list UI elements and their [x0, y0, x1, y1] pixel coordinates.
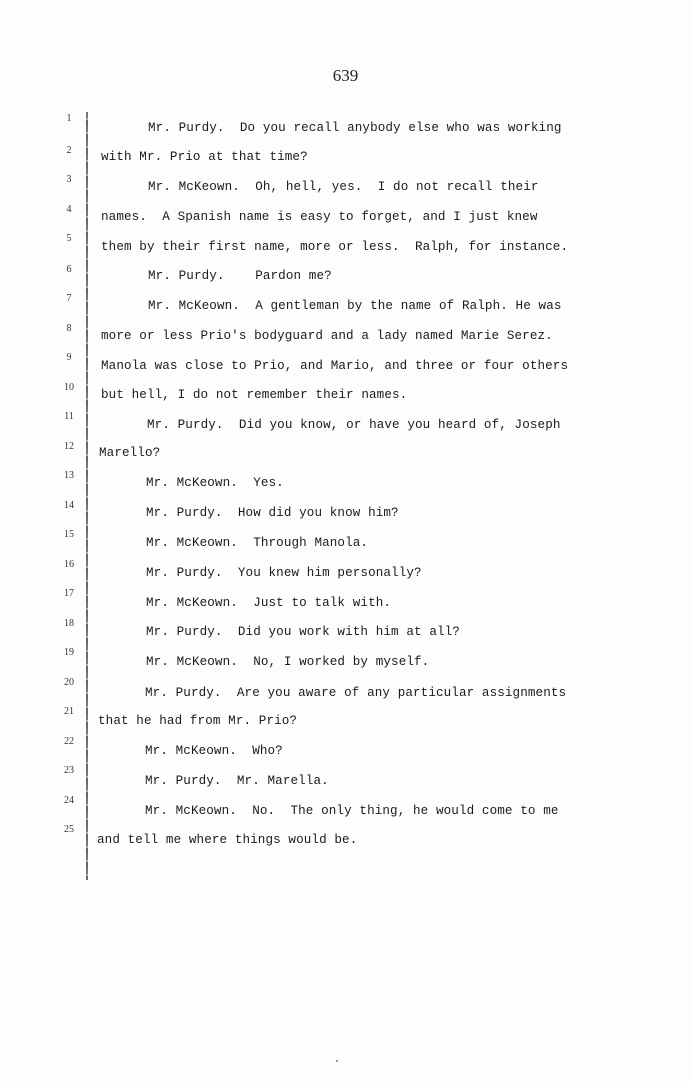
line-number: 3: [66, 174, 72, 185]
line-number: 6: [66, 264, 72, 275]
transcript-line: more or less Prio's bodyguard and a lady named Marie Serez.: [101, 329, 553, 343]
transcript-line: names. A Spanish name is easy to forget, and I just knew: [101, 210, 538, 224]
line-number: 16: [64, 559, 74, 570]
page-number: 639: [332, 66, 359, 85]
transcript-line: Mr. Purdy. Pardon me?: [148, 269, 332, 283]
line-number: 10: [64, 382, 74, 393]
line-number: 14: [64, 500, 74, 511]
transcript-line: Mr. McKeown. Yes.: [146, 476, 284, 490]
transcript-line: Mr. Purdy. You knew him personally?: [146, 566, 422, 580]
transcript-line: Mr. McKeown. No, I worked by myself.: [146, 655, 430, 669]
transcript-line: Mr. Purdy. Did you know, or have you heard of, Joseph: [147, 418, 561, 432]
transcript-line: Mr. McKeown. Just to talk with.: [146, 596, 392, 610]
line-number: 12: [64, 441, 74, 452]
line-number: 5: [66, 233, 72, 244]
line-number: 21: [64, 706, 74, 717]
line-number: 9: [66, 352, 72, 363]
transcript-line: Mr. Purdy. How did you know him?: [146, 506, 399, 520]
transcript-line: Mr. McKeown. Through Manola.: [146, 536, 369, 550]
margin-rule: [86, 112, 88, 880]
transcript-line: Manola was close to Prio, and Mario, and three or four others: [101, 359, 569, 373]
line-number: 7: [66, 293, 72, 304]
transcript-line: Mr. McKeown. Oh, hell, yes. I do not recall their: [148, 180, 539, 194]
transcript-line: with Mr. Prio at that time?: [101, 150, 308, 164]
transcript-line: them by their first name, more or less. Ralph, for instance.: [101, 240, 569, 254]
line-number: 22: [64, 736, 74, 747]
transcript-line: that he had from Mr. Prio?: [98, 714, 298, 728]
transcript-line: Mr. Purdy. Do you recall anybody else who was working: [148, 121, 562, 135]
line-number: 15: [64, 529, 74, 540]
line-number: 11: [64, 411, 74, 422]
line-number: 4: [66, 204, 72, 215]
line-number: 19: [64, 647, 74, 658]
transcript-line: Mr. Purdy. Mr. Marella.: [145, 774, 329, 788]
transcript-line: Mr. McKeown. A gentleman by the name of Ralph. He was: [148, 299, 562, 313]
line-number: 13: [64, 470, 74, 481]
line-number: 24: [64, 795, 74, 806]
line-number: 2: [66, 145, 72, 156]
line-number: 1: [66, 113, 72, 124]
transcript-line: Mr. McKeown. Who?: [145, 744, 283, 758]
transcript-line: and tell me where things would be.: [97, 833, 358, 847]
transcript-line: Marello?: [99, 446, 161, 460]
line-number: 20: [64, 677, 74, 688]
transcript-line: Mr. Purdy. Are you aware of any particular assignments: [145, 686, 567, 700]
line-number: 8: [66, 323, 72, 334]
transcript-line: Mr. McKeown. No. The only thing, he would come to me: [145, 804, 559, 818]
transcript-line: Mr. Purdy. Did you work with him at all?: [146, 625, 460, 639]
transcript-line: but hell, I do not remember their names.: [101, 388, 408, 402]
line-number: 23: [64, 765, 74, 776]
line-number: 25: [64, 824, 74, 835]
line-number: 18: [64, 618, 74, 629]
line-number: 17: [64, 588, 74, 599]
scan-speck: [336, 1060, 338, 1062]
